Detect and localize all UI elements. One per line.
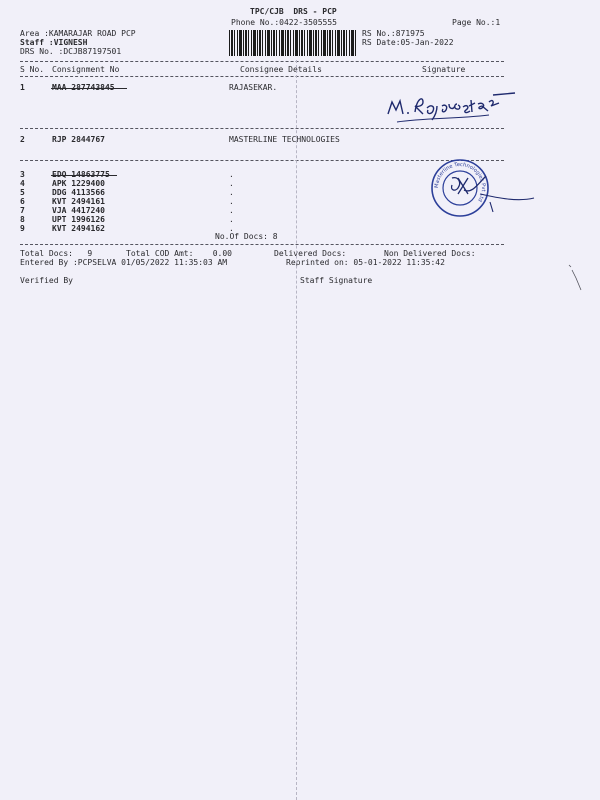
table-row-sno: 6: [20, 197, 25, 206]
table-row-consignment: KVT 2494161: [52, 197, 105, 206]
table-row-consignment: DDG 4113566: [52, 188, 105, 197]
table-row-sno: 7: [20, 206, 25, 215]
table-row-consignment: UPT 1996126: [52, 215, 105, 224]
table-row-consignee: .: [229, 197, 234, 206]
phone-number: Phone No.:0422-3505555: [231, 18, 337, 27]
staff-label: Staff :VIGNESH: [20, 38, 88, 47]
divider: [20, 244, 504, 245]
table-row-sno: 5: [20, 188, 25, 197]
table-row-consignee: .: [229, 215, 234, 224]
barcode: [229, 30, 357, 56]
table-row-sno: 1: [20, 83, 25, 92]
table-row-consignee: .: [229, 179, 234, 188]
table-row-consignee: .: [229, 170, 234, 179]
divider: [20, 128, 504, 129]
total-docs: Total Docs: 9: [20, 249, 93, 258]
verified-by: Verified By: [20, 276, 73, 285]
table-row-consignment: APK 1229400: [52, 179, 105, 188]
area-label: Area :KAMARAJAR ROAD PCP: [20, 29, 136, 38]
handwritten-signature: [385, 88, 535, 128]
col-consignment: Consignment No: [52, 65, 120, 74]
fold-line: [296, 60, 297, 800]
divider: [20, 76, 504, 77]
table-row-consignee: .: [229, 188, 234, 197]
table-row-consignment: KVT 2494162: [52, 224, 105, 233]
strikethrough: [51, 88, 127, 89]
table-row-consignee: .: [229, 206, 234, 215]
table-row-consignment: MAA 287743845: [52, 83, 115, 92]
table-row-consignee: .: [229, 224, 234, 233]
stamp-text: Masterline Technologies Pvt Ltd: [433, 161, 487, 203]
staff-signature: Staff Signature: [300, 276, 373, 285]
page-number: Page No.:1: [452, 18, 501, 27]
col-sno: S No.: [20, 65, 45, 74]
col-consignee: Consignee Details: [240, 65, 322, 74]
delivered-docs: Delivered Docs:: [274, 249, 347, 258]
table-row-sno: 8: [20, 215, 25, 224]
document-title: TPC/CJB DRS - PCP: [250, 7, 337, 16]
divider: [20, 61, 504, 62]
non-delivered-docs: Non Delivered Docs:: [384, 249, 476, 258]
table-row-sno: 9: [20, 224, 25, 233]
table-row-sno: 4: [20, 179, 25, 188]
table-row-consignment: VJA 4417240: [52, 206, 105, 215]
total-cod-amount: Total COD Amt: 0.00: [126, 249, 232, 258]
table-row-consignment: EDQ 14863775: [52, 170, 110, 179]
table-row-sno: 3: [20, 170, 25, 179]
table-row-consignment: RJP 2844767: [52, 135, 105, 144]
margin-mark: [566, 262, 586, 296]
company-stamp: [428, 156, 548, 226]
strikethrough: [51, 175, 117, 176]
rs-date: RS Date:05-Jan-2022: [362, 38, 454, 47]
table-row-consignee: MASTERLINE TECHNOLOGIES: [229, 135, 340, 144]
table-row-consignee: RAJASEKAR.: [229, 83, 278, 92]
col-signature: Signature: [422, 65, 466, 74]
table-row-sno: 2: [20, 135, 25, 144]
reprinted-on: Reprinted on: 05-01-2022 11:35:42: [286, 258, 445, 267]
rs-number: RS No.:871975: [362, 29, 425, 38]
no-of-docs: No.Of Docs: 8: [215, 232, 278, 241]
entered-by: Entered By :PCPSELVA 01/05/2022 11:35:03 AM: [20, 258, 228, 267]
drs-number: DRS No. :DCJB87197501: [20, 47, 122, 56]
